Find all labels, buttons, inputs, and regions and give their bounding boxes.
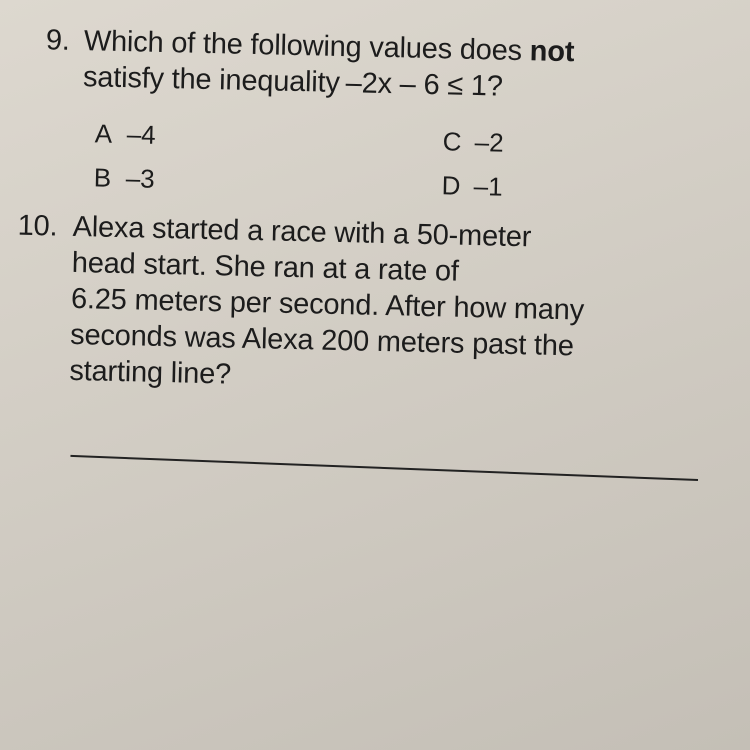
choice-value: –2 bbox=[474, 127, 504, 158]
choice-letter: A bbox=[94, 118, 113, 149]
question-text bbox=[83, 23, 575, 106]
question-text-part: satisfy the inequality bbox=[82, 61, 341, 99]
choice-value: –1 bbox=[473, 171, 503, 202]
inequality: –2x – 6 ≤ 1? bbox=[345, 67, 504, 103]
choice-b bbox=[93, 162, 155, 193]
question-line: 6.25 meters per second. After how many bbox=[70, 282, 585, 327]
choice-a bbox=[94, 118, 156, 149]
choice-value: –4 bbox=[126, 119, 157, 150]
question-text-part: Which of the following values does bbox=[83, 25, 531, 68]
question-line: seconds was Alexa 200 meters past the bbox=[69, 318, 575, 363]
choice-letter: C bbox=[442, 126, 462, 157]
question-line: Alexa started a race with a 50-meter bbox=[72, 210, 532, 254]
question-text bbox=[69, 209, 586, 401]
question-line: head start. She ran at a rate of bbox=[71, 246, 460, 288]
choice-c bbox=[442, 126, 504, 157]
choice-letter: D bbox=[441, 170, 461, 201]
choice-d bbox=[441, 170, 503, 201]
choice-letter: B bbox=[93, 162, 112, 193]
answer-line bbox=[70, 455, 698, 481]
choice-value: –3 bbox=[125, 163, 156, 194]
question-number: 10. bbox=[17, 209, 58, 243]
emphasis-not: not bbox=[529, 35, 575, 69]
question-line: starting line? bbox=[69, 354, 232, 391]
question-number: 9. bbox=[45, 24, 71, 57]
